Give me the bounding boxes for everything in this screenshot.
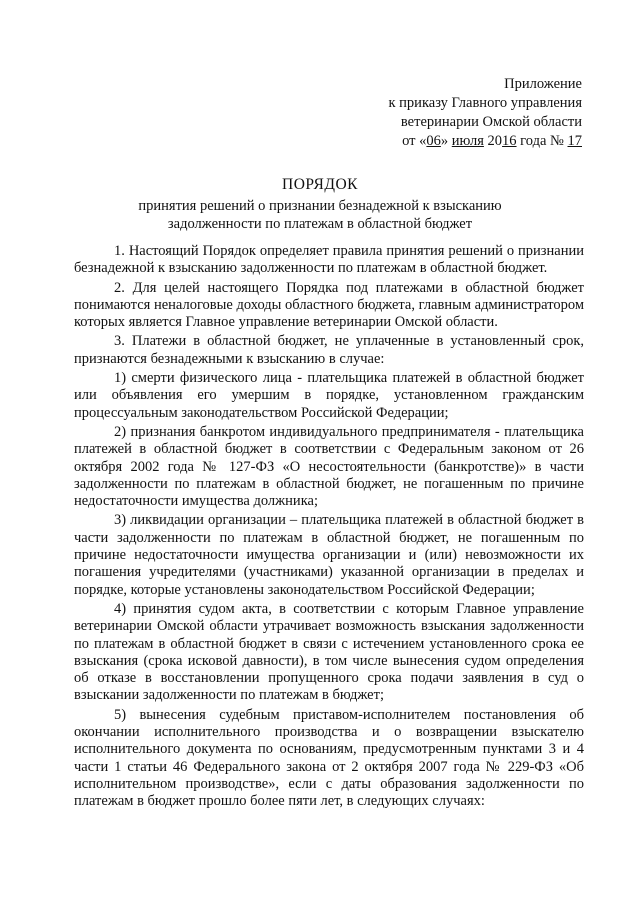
subparagraph-3-4: 4) принятия судом акта, в соответствии с которым Главное управление ветеринарии Омской области утрачивает возможность взыскания задолженности по платежам в областной бюджет в связи с истечением установленного срока ее взыскания (срока исковой давности), в том числе вынесения судом определения об отказе в восстановлении пропущенного срока подачи заявления в суд о взыскании задолженности по платежам в бюджет; (74, 600, 584, 704)
year-prefix: 20 (483, 133, 503, 149)
order-day: 06 (426, 133, 441, 149)
order-number: 17 (567, 133, 582, 149)
order-reference: к приказу Главного управления (388, 95, 582, 111)
issuing-authority: ветеринарии Омской области (400, 114, 582, 130)
month-separator: » (440, 133, 452, 149)
document-subtitle-line-1: принятия решений о признании безнадежной к взысканию (138, 197, 502, 214)
appendix-header (389, 75, 583, 151)
order-month: июля (451, 133, 484, 149)
subparagraph-3-3: 3) ликвидации организации – плательщика платежей в областной бюджет в части задолженности по платежам в областной бюджет, не погашенным по причине недостаточности имущества организации и (или) невозможности их погашения учредителями (участниками) указанной организации в пределах и порядке, которые установлены законодательством Российской Федерации; (74, 512, 584, 598)
subparagraph-3-5: 5) вынесения судебным приставом-исполнителем постановления об окончании исполнительного производства и о возвращении взыскателю исполнительного документа по основаниям, предусмотренным пунктами 3 и 4 части 1 статьи 46 Федерального закона от 2 октября 2007 года № 229-ФЗ «Об исполнительном производстве», если с даты образования задолженности по платежам в бюджет прошло более пяти лет, в следующих случаях: (74, 706, 584, 810)
document-subtitle-line-2: задолженности по платежам в областной бюджет (167, 216, 473, 232)
document-body (74, 243, 584, 813)
subparagraph-3-2: 2) признания банкротом индивидуального предпринимателя - плательщика платежей в областной бюджет в соответствии с Федеральным законом от 26 октября 2002 года № 127-ФЗ «О несостоятельности (банкротстве)» в части задолженности по платежам в областной бюджет, не погашенным по причине недостаточности имущества должника; (74, 423, 584, 510)
paragraph-1: 1. Настоящий Порядок определяет правила принятия решений о признании безнадежной к взысканию задолженности по платежам в областной бюджет. (74, 243, 584, 277)
document-title: ПОРЯДОК (282, 176, 358, 193)
paragraph-2: 2. Для целей настоящего Порядка под платежами в областной бюджет понимаются неналоговые доходы областного бюджета, главным администратором которых является Главное управление ветеринарии Омской области. (74, 279, 584, 331)
document-title-block (0, 176, 640, 234)
date-prefix: от « (402, 133, 427, 149)
appendix-label: Приложение (504, 76, 582, 92)
paragraph-3: 3. Платежи в областной бюджет, не уплаченные в установленный срок, признаются безнадежными к взысканию в случае: (74, 333, 584, 367)
order-date-number (389, 132, 583, 151)
order-year-suffix: 16 (502, 133, 517, 149)
subparagraph-3-1: 1) смерти физического лица - плательщика платежей в областной бюджет или объявления его умершим в порядке, установленном гражданским процессуальным законодательством Российской Федерации; (74, 370, 584, 421)
number-prefix: года № (516, 133, 568, 149)
